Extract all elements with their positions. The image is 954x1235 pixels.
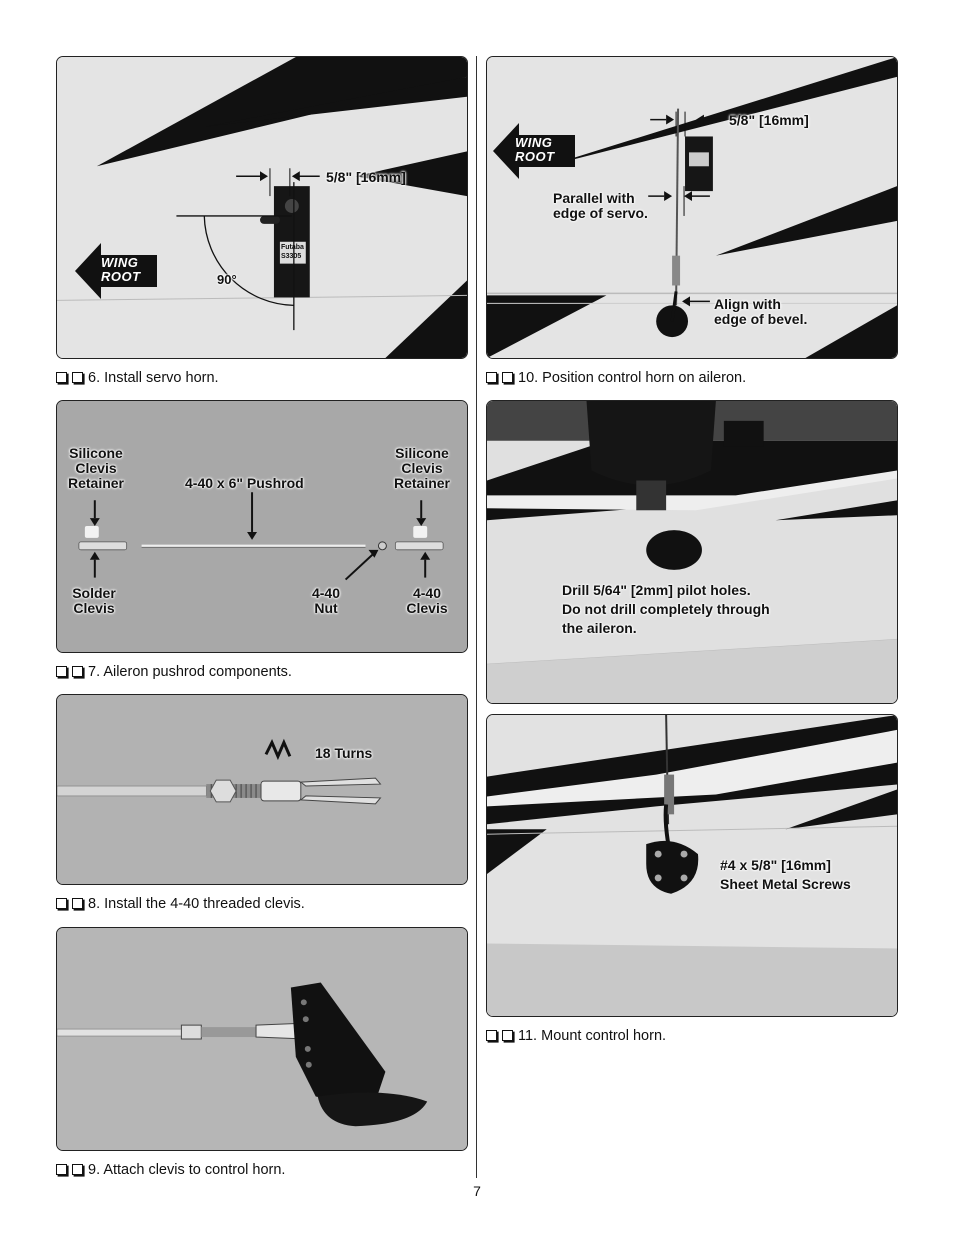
photo-pushrod-components — [56, 400, 468, 653]
checkbox-icon[interactable] — [72, 372, 83, 383]
wing-root-arrow-icon — [493, 123, 575, 179]
photo-attach-clevis-horn — [56, 927, 468, 1151]
caption-text: 11. Mount control horn. — [518, 1028, 667, 1044]
checkbox-icon[interactable] — [56, 666, 67, 677]
checkbox-icon[interactable] — [72, 1164, 83, 1175]
column-divider — [476, 56, 477, 1178]
wing-root-line1: WING — [101, 255, 139, 270]
solder-clevis-label: Solder Clevis — [72, 585, 116, 616]
dimension-label: 5/8" [16mm] — [729, 112, 809, 128]
dimension-label: 5/8" [16mm] — [326, 169, 406, 185]
caption-text: 9. Attach clevis to control horn. — [88, 1162, 286, 1178]
checkbox-icon[interactable] — [486, 1030, 497, 1041]
drill-line-2-rest: drill completely through — [606, 601, 770, 617]
photo-threaded-clevis — [56, 694, 468, 885]
wing-root-arrow-icon — [75, 243, 157, 299]
wing-surface-drawing — [57, 57, 467, 358]
drill-line-2 — [562, 602, 770, 617]
pushrod-label: 4-40 x 6" Pushrod — [185, 475, 304, 491]
caption-text: 6. Install servo horn. — [88, 370, 219, 386]
aileron-drawing — [487, 57, 897, 358]
parallel-label: Parallel with edge of servo. — [553, 190, 648, 221]
wing-root-line2: ROOT — [101, 269, 141, 284]
step-11-caption — [486, 1028, 666, 1044]
nut-label: 4-40 Nut — [311, 585, 341, 616]
silicone-retainer-right-label: Silicone Clevis Retainer — [393, 445, 451, 491]
checkbox-icon[interactable] — [502, 372, 513, 383]
clevis-drawing — [57, 695, 467, 884]
control-horn-drawing — [57, 928, 467, 1150]
servo-brand-label: Futaba — [281, 244, 304, 251]
turns-label: 18 Turns — [315, 745, 373, 761]
step-9-caption — [56, 1162, 285, 1178]
drill-drawing — [487, 401, 897, 703]
photo-install-servo-horn — [56, 56, 468, 359]
caption-text: 7. Aileron pushrod components. — [88, 664, 292, 680]
checkbox-icon[interactable] — [502, 1030, 513, 1041]
drill-warning: Do not — [562, 601, 607, 617]
align-label: Align with edge of bevel. — [714, 296, 808, 327]
screws-label: #4 x 5/8" [16mm] Sheet Metal Screws — [720, 857, 851, 892]
checkbox-icon[interactable] — [56, 1164, 67, 1175]
step-6-caption — [56, 370, 219, 386]
step-10-caption — [486, 370, 746, 386]
page-number: 7 — [473, 1183, 481, 1199]
drill-line-3: the aileron. — [562, 620, 637, 636]
checkbox-icon[interactable] — [72, 898, 83, 909]
photo-drill-pilot-holes — [486, 400, 898, 704]
wing-root-line2: ROOT — [515, 149, 555, 164]
photo-mount-control-horn — [486, 714, 898, 1017]
step-7-caption — [56, 664, 292, 680]
silicone-retainer-left-label: Silicone Clevis Retainer — [67, 445, 125, 491]
caption-text: 10. Position control horn on aileron. — [518, 370, 747, 386]
wing-root-line1: WING — [515, 135, 553, 150]
checkbox-icon[interactable] — [486, 372, 497, 383]
checkbox-icon[interactable] — [56, 898, 67, 909]
drill-line-1: Drill 5/64" [2mm] pilot holes. — [562, 582, 751, 598]
caption-text: 8. Install the 4-40 threaded clevis. — [88, 896, 305, 912]
clevis-label: 4-40 Clevis — [406, 585, 448, 616]
photo-position-control-horn — [486, 56, 898, 359]
checkbox-icon[interactable] — [56, 372, 67, 383]
step-8-caption — [56, 896, 305, 912]
checkbox-icon[interactable] — [72, 666, 83, 677]
servo-model-label: S3305 — [281, 253, 302, 260]
angle-label: 90° — [217, 272, 237, 287]
